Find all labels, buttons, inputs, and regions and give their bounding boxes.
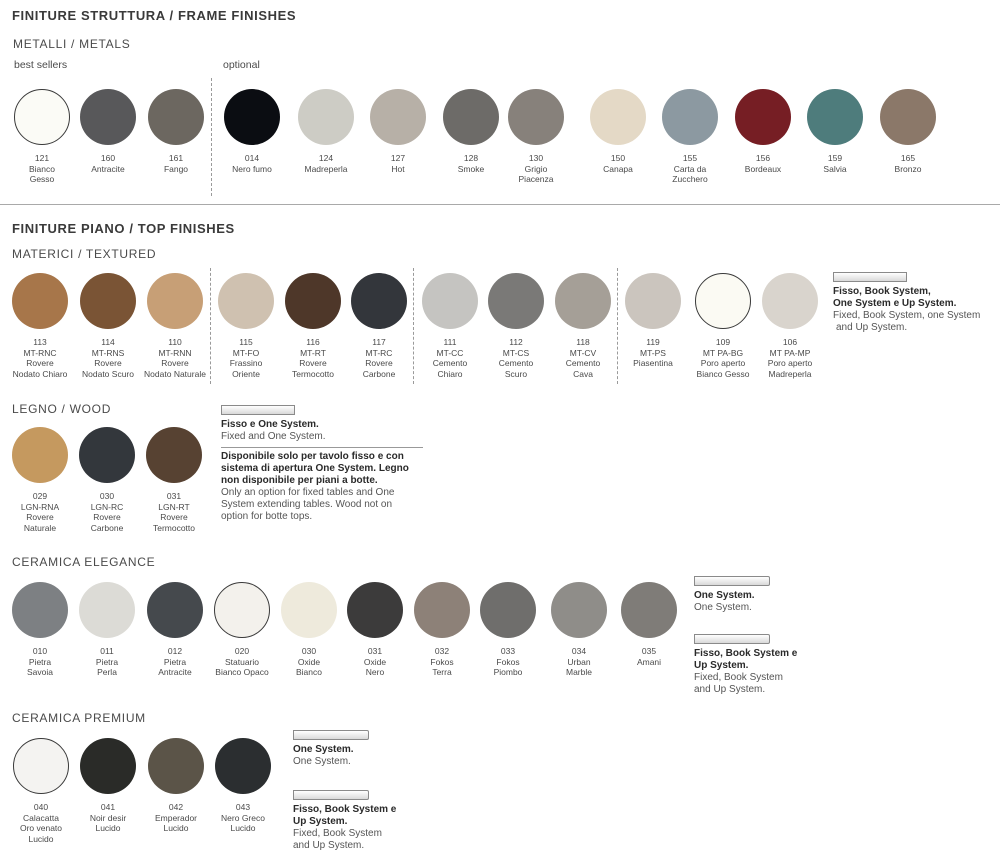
swatch-code: 034 [571,646,587,656]
swatch-caption [130,491,218,533]
note-text: option for botte tops. [221,511,313,522]
swatch-color-circle [625,273,681,329]
swatch-code: 114 [101,337,115,347]
swatch-name: Piasentina [633,358,673,368]
swatch-code: 042 [168,802,184,812]
swatch-color-circle [443,89,499,145]
swatch-name: Zucchero [672,174,708,184]
note-text: System extending tables. Wood not on [221,499,393,510]
swatch-color-circle [80,273,136,329]
swatch-name: Piombo [493,667,523,677]
swatch-code: 156 [755,153,771,163]
swatch-name: Rovere [26,358,54,368]
swatch-name: Carta da [673,163,707,174]
finish-swatch [285,273,341,379]
swatch-color-circle [80,89,136,145]
finish-swatch [880,89,936,174]
swatch-name: MT-CS [502,347,530,358]
swatch-name: MT-RC [365,347,393,358]
finish-swatch [735,89,791,174]
swatch-color-circle [146,427,202,483]
frame-finishes-title: FINITURE STRUTTURA / FRAME FINISHES [12,8,297,23]
wood-label: LEGNO / WOOD [12,402,112,416]
swatch-name: Fango [163,163,189,174]
swatch-color-circle [370,89,426,145]
best-sellers-divider [211,78,212,196]
swatch-name: Oxide [363,656,387,667]
finish-swatch [762,273,818,379]
swatch-color-circle [590,89,646,145]
finish-swatch [224,89,280,174]
swatch-code: 116 [306,337,320,347]
swatch-name: Amani [636,656,662,667]
finish-swatch [12,427,68,533]
swatch-code: 117 [372,337,386,347]
swatch-name: Marble [566,667,592,677]
swatch-color-circle [662,89,718,145]
swatch-name: Antracite [158,667,192,677]
finish-swatch [488,273,544,379]
finish-swatch [695,273,751,379]
swatch-caption [864,153,952,174]
swatch-name: LGN-RC [90,501,124,512]
swatch-color-circle [215,738,271,794]
note-text: and Up System. [694,684,766,695]
swatch-name: Madreperla [768,368,812,379]
swatch-name: Terra [432,667,452,677]
swatch-code: 043 [235,802,251,812]
swatch-name: MT-RNN [158,347,192,358]
finish-swatch [80,738,136,834]
swatch-code: 030 [99,491,115,501]
wood-system-note [221,405,423,523]
swatch-name: Statuario [224,656,260,667]
finish-swatch [147,582,203,678]
swatch-code: 119 [646,337,660,347]
finish-swatch [351,273,407,379]
swatch-code: 109 [715,337,731,347]
swatch-color-circle [480,582,536,638]
textured-system-note [833,272,980,334]
note-bold-text: Fisso, Book System, [833,286,931,297]
note-bold-text: One System. [694,590,755,601]
swatch-name: Oro venato [19,823,63,833]
swatch-name: MT-PS [640,347,666,358]
swatch-name: Fokos [496,656,520,667]
swatch-color-circle [551,582,607,638]
swatch-color-circle [214,582,270,638]
swatch-name: Nero [365,667,385,677]
top-finishes-title: FINITURE PIANO / TOP FINISHES [12,221,235,236]
swatch-code: 106 [782,337,798,347]
swatch-color-circle [762,273,818,329]
note-bold-text: One System e Up System. [833,298,957,309]
note-text: One System. [293,756,351,767]
note-text: Fixed, Book System, one System [833,310,981,321]
swatch-color-circle [14,89,70,145]
finish-swatch [12,582,68,678]
swatch-name: Urban [567,656,591,667]
note-bold-text: Up System. [694,660,749,671]
note-bold-text: One System. [293,744,354,755]
swatch-color-circle [147,273,203,329]
swatch-color-circle [347,582,403,638]
swatch-color-circle [621,582,677,638]
swatch-name: Cemento [498,358,534,368]
swatch-color-circle [555,273,611,329]
swatch-name: LGN-RT [158,501,190,512]
swatch-color-circle [80,738,136,794]
swatch-code: 124 [318,153,334,163]
swatch-code: 029 [32,491,48,501]
swatch-code: 032 [434,646,450,656]
swatch-code: 012 [167,646,183,656]
swatch-code: 115 [239,337,253,347]
swatch-name: MT-RNC [23,347,57,358]
swatch-name: MT-RNS [91,347,125,358]
swatch-color-circle [807,89,863,145]
swatch-name: Lucido [230,823,256,833]
swatch-name: MT-RT [300,347,326,358]
swatch-name: Madreperla [304,163,348,174]
swatch-name: Carbone [90,522,124,533]
swatch-code: 155 [682,153,698,163]
finish-swatch [414,582,470,678]
finish-swatch [14,89,70,185]
swatch-name: Canapa [603,163,633,174]
swatch-code: 033 [500,646,516,656]
swatch-color-circle [224,89,280,145]
note-bold-text: Fisso e One System. [221,419,319,430]
swatch-code: 113 [33,337,47,347]
elegance-label: CERAMICA ELEGANCE [12,555,156,569]
swatch-code: 112 [509,337,523,347]
swatch-code: 041 [100,802,116,812]
table-profile-icon [694,634,770,644]
swatch-name: Nodato Chiaro [12,368,68,379]
finish-swatch [298,89,354,174]
swatch-name: Bianco Gesso [696,368,750,379]
swatch-caption [492,153,580,185]
swatch-code: 031 [367,646,383,656]
finish-swatch [480,582,536,678]
swatch-code: 159 [827,153,843,163]
swatch-name: Termocotto [291,368,335,379]
note-bold-text: Disponibile solo per tavolo fisso e con [221,451,404,462]
swatch-code: 160 [100,153,116,163]
swatch-name: Lucido [163,823,189,833]
swatch-name: Hot [391,163,405,174]
swatch-name: Rovere [299,358,327,368]
finish-swatch [148,89,204,174]
swatch-name: Pietra [28,656,52,667]
swatch-name: Nero Greco [221,812,265,823]
swatch-name: Bordeaux [744,163,782,174]
swatch-caption [199,802,287,834]
swatch-name: Lucido [95,823,121,833]
finish-swatch [370,89,426,174]
swatch-name: Gesso [29,174,55,184]
swatch-name: Rovere [94,358,122,368]
finish-swatch [13,738,69,844]
finish-swatch [281,582,337,678]
swatch-color-circle [488,273,544,329]
swatch-name: Chiaro [437,368,463,379]
swatch-name: Rovere [93,512,121,522]
swatch-code: 128 [463,153,479,163]
swatch-code: 031 [166,491,182,501]
note-text: Fixed, Book System [694,672,783,683]
swatch-color-circle [12,427,68,483]
swatch-name: Smoke [457,163,485,174]
swatch-code: 030 [301,646,317,656]
finish-swatch [662,89,718,185]
swatch-name: Pietra [95,656,119,667]
finish-swatch [621,582,677,667]
note-text: and Up System. [836,322,908,333]
finish-swatch [148,738,204,834]
premium-system-note-2 [293,790,396,852]
swatch-color-circle [414,582,470,638]
swatch-name: Frassino [229,358,263,368]
table-profile-icon [293,730,369,740]
swatch-name: Carbone [362,368,396,379]
metals-label: METALLI / METALS [13,37,131,51]
swatch-code: 121 [34,153,50,163]
finish-swatch [214,582,270,678]
swatch-name: Oriente [232,368,260,379]
table-profile-icon [694,576,770,586]
swatch-name: Poro aperto [767,358,813,368]
swatch-code: 020 [234,646,250,656]
swatch-name: MT-CC [436,347,464,358]
swatch-name: Poro aperto [700,358,746,368]
swatch-name: Rovere [161,358,189,368]
swatch-color-circle [351,273,407,329]
swatch-color-circle [735,89,791,145]
swatch-code: 110 [168,337,182,347]
swatch-name: LGN-RNA [20,501,60,512]
swatch-code: 010 [32,646,48,656]
swatch-name: Rovere [365,358,393,368]
swatch-name: Bianco [29,163,55,174]
swatch-name: Nero fumo [232,163,272,174]
swatch-name: Scuro [504,368,528,379]
textured-label: MATERICI / TEXTURED [12,247,157,261]
finish-swatch [347,582,403,678]
swatch-code: 035 [641,646,657,656]
swatch-color-circle [422,273,478,329]
swatch-name: Rovere [26,512,54,522]
section-divider [0,204,1000,205]
swatch-name: Calacatta [23,812,59,823]
finish-swatch [215,738,271,834]
swatch-caption [746,337,834,379]
swatch-name: MT PA-MP [769,347,811,358]
premium-label: CERAMICA PREMIUM [12,711,146,725]
finish-swatch [422,273,478,379]
swatch-color-circle [298,89,354,145]
swatch-name: Oxide [297,656,321,667]
finish-swatch [146,427,202,533]
swatch-color-circle [79,427,135,483]
finish-swatch [79,582,135,678]
swatch-name: Salvia [823,163,847,174]
finish-swatch [551,582,607,678]
table-profile-icon [221,405,295,415]
finish-swatch [144,273,206,379]
table-profile-icon [293,790,369,800]
swatch-name: Cemento [432,358,468,368]
finish-swatch [218,273,274,379]
swatch-name: Cava [573,368,593,379]
swatch-name: MT-CV [569,347,597,358]
swatch-name: Cemento [565,358,601,368]
swatch-name: Antracite [91,163,125,174]
swatch-color-circle [147,582,203,638]
note-bold-text: Up System. [293,816,348,827]
swatch-name: Bianco [296,667,322,677]
finish-swatch [80,89,136,174]
swatch-name: Noir desir [89,812,127,823]
swatch-name: Piacenza [518,174,554,184]
note-bold-text: sistema di apertura One System. Legno [221,463,409,474]
swatch-color-circle [12,582,68,638]
note-text: Only an option for fixed tables and One [221,487,395,498]
swatch-code: 127 [390,153,406,163]
swatch-name: Perla [97,667,117,677]
swatch-code: 040 [33,802,49,812]
swatch-code: 161 [168,153,184,163]
elegance-system-note-2 [694,634,797,696]
note-text: Fixed, Book System [293,828,382,839]
note-text: Fixed and One System. [221,431,326,442]
swatch-name: Nodato Naturale [144,368,206,379]
note-text: One System. [694,602,752,613]
swatch-name: Bianco Opaco [215,667,269,677]
note-bold-text: Fisso, Book System e [694,648,798,659]
swatch-color-circle [148,738,204,794]
swatch-color-circle [880,89,936,145]
swatch-code: 130 [528,153,544,163]
swatch-name: Termocotto [152,522,196,533]
table-profile-icon [833,272,907,282]
premium-system-note-1 [293,730,369,768]
swatch-color-circle [148,89,204,145]
swatch-name: Naturale [23,522,57,533]
swatch-caption [132,153,220,174]
finish-swatch [807,89,863,174]
finish-swatch [508,89,564,185]
optional-label: optional [223,59,260,71]
best-sellers-label: best sellers [14,59,68,71]
elegance-system-note-1 [694,576,770,614]
swatch-color-circle [508,89,564,145]
swatch-code: 150 [610,153,626,163]
finish-swatch [555,273,611,379]
swatch-name: Grigio [524,163,548,174]
swatch-name: Savoia [27,667,53,677]
swatch-name: MT PA-BG [702,347,744,358]
note-divider [221,447,423,448]
swatch-code: 118 [576,337,590,347]
note-bold-text: non disponibile per piani a botte. [221,475,378,486]
swatch-name: Rovere [160,512,188,522]
swatch-name: Lucido [28,833,54,844]
swatch-color-circle [695,273,751,329]
swatch-code: 011 [100,646,114,656]
finish-swatch [443,89,499,174]
swatch-color-circle [281,582,337,638]
swatch-code: 111 [443,337,457,347]
swatch-name: Nodato Scuro [82,368,134,379]
swatch-name: Pietra [163,656,187,667]
swatch-code: 014 [244,153,260,163]
swatch-code: 165 [900,153,916,163]
swatch-color-circle [12,273,68,329]
finish-swatch [12,273,68,379]
swatch-color-circle [13,738,69,794]
note-bold-text: Fisso, Book System e [293,804,397,815]
finish-swatch [590,89,646,174]
finish-swatch [625,273,681,369]
swatch-name: Emperador [154,812,198,823]
swatch-color-circle [285,273,341,329]
swatch-color-circle [218,273,274,329]
swatch-name: Fokos [430,656,454,667]
swatch-name: Bronzo [894,163,922,174]
swatch-caption [605,646,693,667]
finish-swatch [80,273,136,379]
note-text: and Up System. [293,840,365,851]
finish-swatch [79,427,135,533]
swatch-name: MT-FO [232,347,260,358]
swatch-color-circle [79,582,135,638]
